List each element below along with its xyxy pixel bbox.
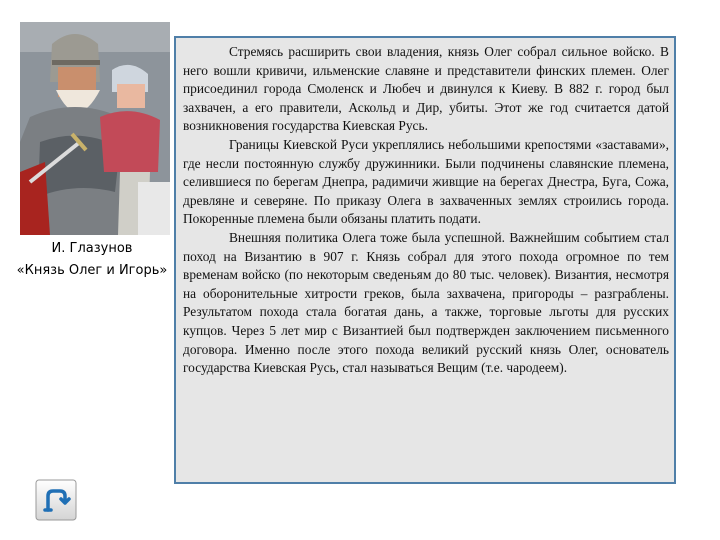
paragraph-2: Границы Киевской Руси укреплялись небольшими крепостями «заставами», где несли постоянную службу дружинники. Были подчинены славянские племена, селившиеся по берегам Днепра, радимичи живщие на берегах Днестра, Буга, Сожа, древляне и северяне. По приказу Олега в захваченных землях строились города. Покоренные племена были обязаны платить подати. bbox=[183, 136, 669, 227]
return-arrow-icon bbox=[35, 479, 77, 521]
text-panel bbox=[174, 36, 676, 484]
painting-image bbox=[20, 22, 170, 235]
caption-title: «Князь Олег и Игорь» bbox=[16, 263, 168, 278]
back-button[interactable] bbox=[35, 479, 77, 521]
caption-author: И. Глазунов bbox=[51, 241, 133, 256]
paragraph-3: Внешняя политика Олега тоже была успешной. Важнейшим событием стал поход на Византию в 907 г. Князь собрал для этого похода огромное по тем временам войско (по некоторым сведеньям до 80 тыс. человек). Византия, несмотря на оборонительные хитрости греков, была захвачена, пригороды – разграблены. Результатом похода стала богатая дань, а также, торговые льготы для русских купцов. Через 5 лет мир с Византией был подтвержден заключением письменного договора. Именно после этого похода великий русский князь Олег, основатель государства Киевская Русь, стал называться Вещим (т.е. чародеем). bbox=[183, 229, 669, 376]
painting-caption bbox=[6, 238, 178, 282]
paragraph-1: Стремясь расширить свои владения, князь Олег собрал сильное войско. В него вошли кривичи, ильменские славяне и представители финских племен. Олег присоединил города Смоленск и Любеч и двинулся к Киеву. В 882 г. город был захвачен, а его правители, Аскольд и Дир, убиты. Этот же год считается датой возникновения государства Киевская Русь. bbox=[183, 44, 669, 134]
painting-illustration bbox=[20, 22, 170, 235]
